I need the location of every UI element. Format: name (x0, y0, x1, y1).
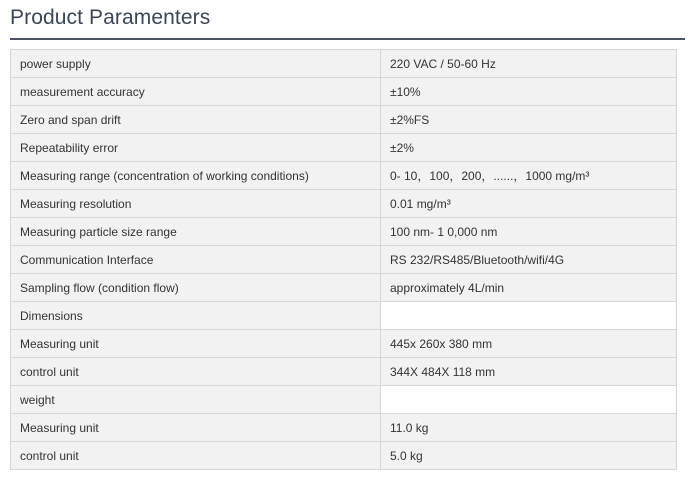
param-label: Sampling flow (condition flow) (11, 274, 381, 302)
param-value: 100 nm- 1 0,000 nm (381, 218, 677, 246)
param-value: RS 232/RS485/Bluetooth/wifi/4G (381, 246, 677, 274)
param-label: measurement accuracy (11, 78, 381, 106)
param-value: 0.01 mg/m³ (381, 190, 677, 218)
param-label: Repeatability error (11, 134, 381, 162)
param-value (381, 386, 677, 414)
table-row (11, 218, 677, 246)
param-label: power supply (11, 50, 381, 78)
table-row (11, 134, 677, 162)
param-value: ±10% (381, 78, 677, 106)
table-row (11, 414, 677, 442)
table-row (11, 358, 677, 386)
parameters-table (10, 49, 677, 470)
table-row (11, 162, 677, 190)
param-label: Measuring unit (11, 414, 381, 442)
param-value: 0- 10，100，200，......，1000 mg/m³ (381, 162, 677, 190)
param-label: Measuring resolution (11, 190, 381, 218)
param-label: control unit (11, 442, 381, 470)
param-value: approximately 4L/min (381, 274, 677, 302)
param-label: Measuring unit (11, 330, 381, 358)
param-label: Communication Interface (11, 246, 381, 274)
table-row (11, 386, 677, 414)
param-label: Measuring particle size range (11, 218, 381, 246)
table-row (11, 106, 677, 134)
param-label: Dimensions (11, 302, 381, 330)
param-value (381, 302, 677, 330)
param-label: Measuring range (concentration of working conditions) (11, 162, 381, 190)
param-value: ±2% (381, 134, 677, 162)
title-divider (10, 38, 685, 40)
table-row (11, 246, 677, 274)
table-row (11, 302, 677, 330)
param-label: Zero and span drift (11, 106, 381, 134)
table-row (11, 190, 677, 218)
param-value: 5.0 kg (381, 442, 677, 470)
param-value: 344X 484X 118 mm (381, 358, 677, 386)
param-label: weight (11, 386, 381, 414)
table-row (11, 274, 677, 302)
table-row (11, 442, 677, 470)
param-label: control unit (11, 358, 381, 386)
section-title: Product Paramenters (10, 6, 211, 29)
table-row (11, 330, 677, 358)
param-value: 445x 260x 380 mm (381, 330, 677, 358)
table-row (11, 50, 677, 78)
table-row (11, 78, 677, 106)
param-value: 220 VAC / 50-60 Hz (381, 50, 677, 78)
param-value: 11.0 kg (381, 414, 677, 442)
param-value: ±2%FS (381, 106, 677, 134)
